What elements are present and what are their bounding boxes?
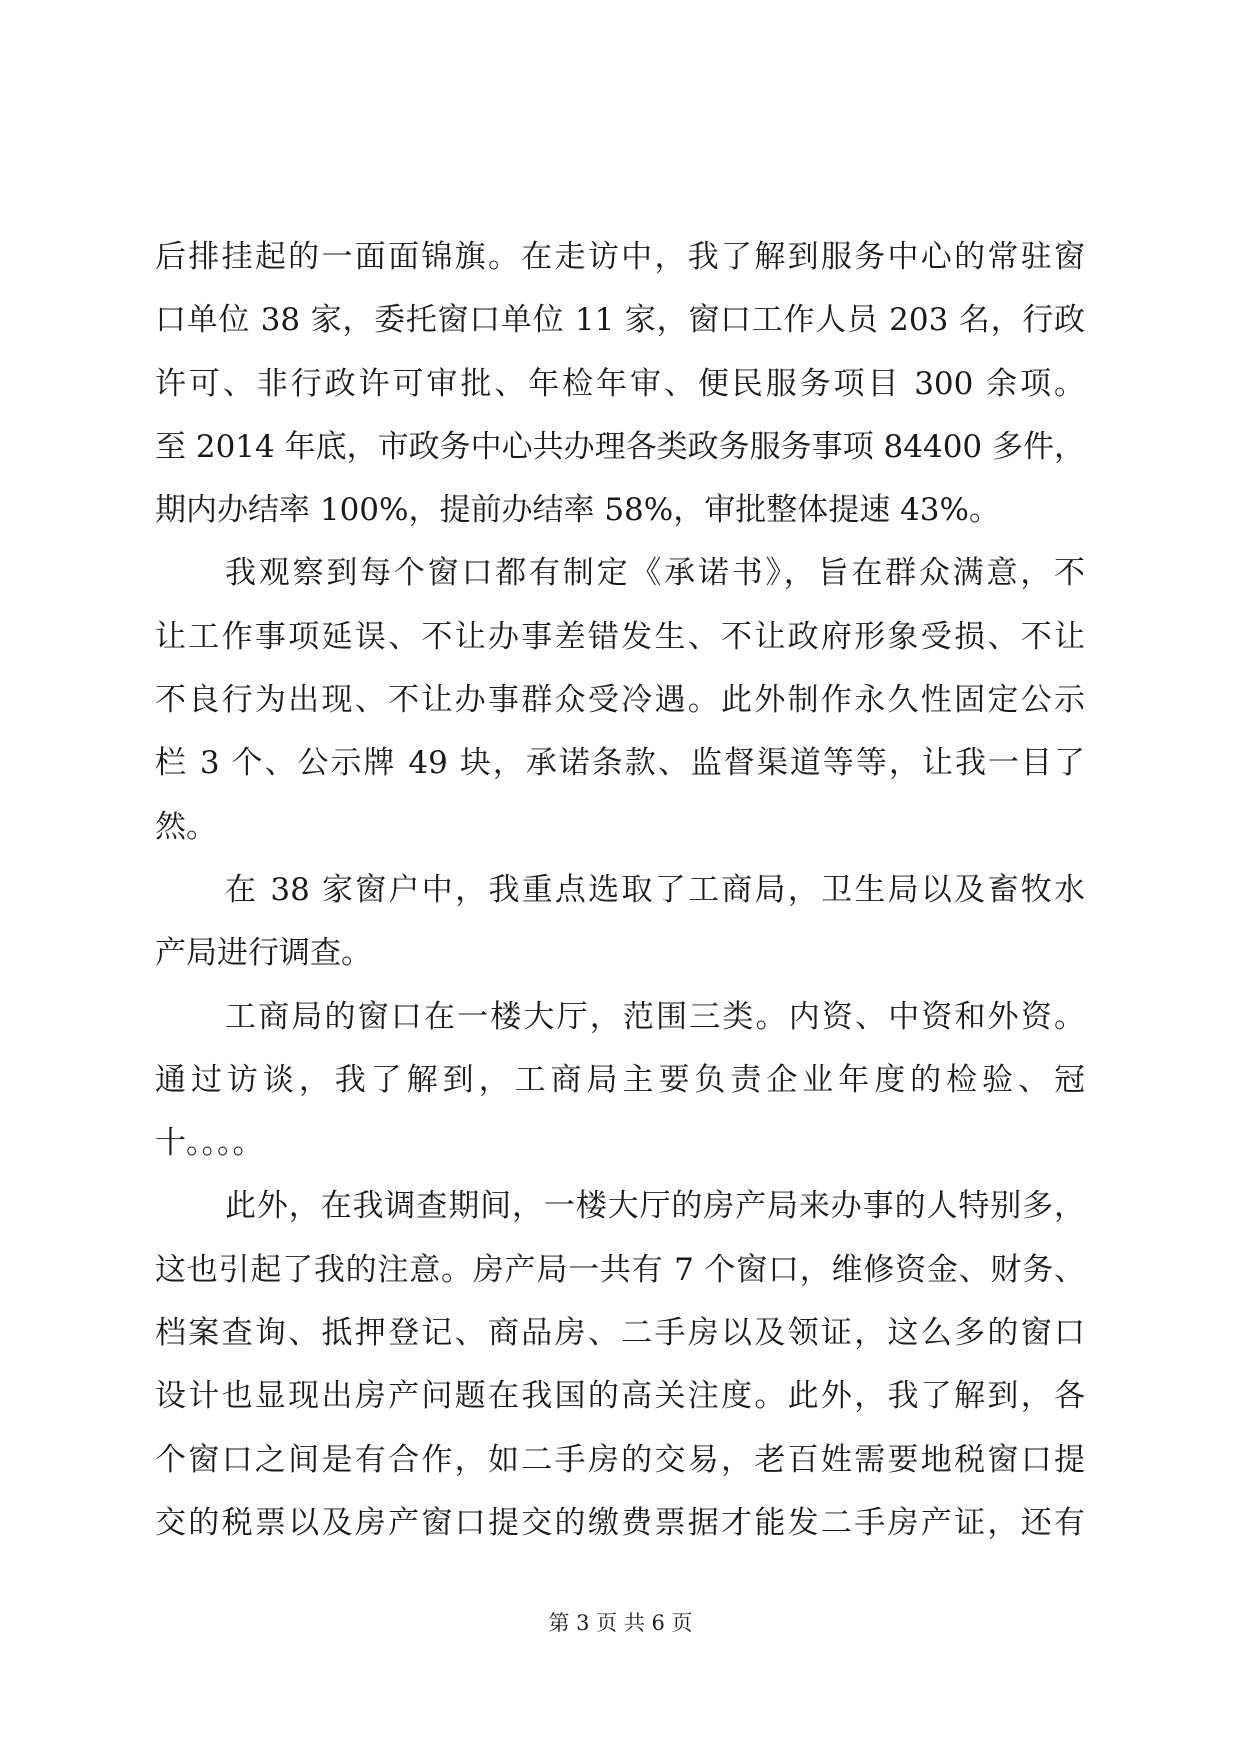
text-line: 个窗口之间是有合作，如二手房的交易，老百姓需要地税窗口提	[155, 1441, 1085, 1478]
paragraph-4	[155, 986, 1085, 1176]
text-line: 期内办结率 100%，提前办结率 58%，审批整体提速 43%。	[155, 492, 1000, 529]
text-line: 口单位 38 家，委托窗口单位 11 家，窗口工作人员 203 名，行政	[155, 302, 1085, 339]
text-line: 这也引起了我的注意。房产局一共有 7 个窗口，维修资金、财务、	[155, 1251, 1085, 1288]
text-line: 在 38 家窗户中，我重点选取了工商局，卫生局以及畜牧水	[225, 871, 1085, 908]
text-line: 档案查询、抵押登记、商品房、二手房以及领证，这么多的窗口	[155, 1315, 1085, 1352]
text-line: 让工作事项延误、不让办事差错发生、不让政府形象受损、不让	[155, 618, 1085, 655]
text-line: 我观察到每个窗口都有制定《承诺书》，旨在群众满意，不	[225, 555, 1085, 592]
text-line: 后排挂起的一面面锦旗。在走访中，我了解到服务中心的常驻窗	[155, 239, 1085, 275]
text-line: 然。	[155, 808, 217, 845]
text-line: 通过访谈，我了解到，工商局主要负责企业年度的检验、冠	[155, 1061, 1085, 1098]
text-line: 产局进行调查。	[155, 935, 372, 972]
text-line: 许可、非行政许可审批、年检年审、便民服务项目 300 余项。	[155, 365, 1085, 402]
text-line: 不良行为出现、不让办事群众受冷遇。此外制作永久性固定公示	[155, 682, 1085, 719]
document-body	[155, 226, 1085, 1555]
text-line: 栏 3 个、公示牌 49 块，承诺条款、监督渠道等等，让我一目了	[155, 745, 1085, 782]
text-line: 十。。。。	[155, 1125, 264, 1162]
paragraph-1	[155, 226, 1085, 542]
paragraph-2	[155, 542, 1085, 858]
text-line: 此外，在我调查期间，一楼大厅的房产局来办事的人特别多，	[225, 1188, 1085, 1225]
text-line: 交的税票以及房产窗口提交的缴费票据才能发二手房产证，还有	[155, 1504, 1085, 1541]
paragraph-5	[155, 1175, 1085, 1555]
text-line: 至 2014 年底，市政务中心共办理各类政务服务事项 84400 多件，	[155, 428, 1085, 465]
text-line: 工商局的窗口在一楼大厅，范围三类。内资、中资和外资。	[225, 998, 1085, 1035]
page-number-footer: 第 3 页 共 6 页	[548, 1611, 693, 1635]
paragraph-3	[155, 859, 1085, 986]
text-line: 设计也显现出房产问题在我国的高关注度。此外，我了解到，各	[155, 1378, 1085, 1415]
